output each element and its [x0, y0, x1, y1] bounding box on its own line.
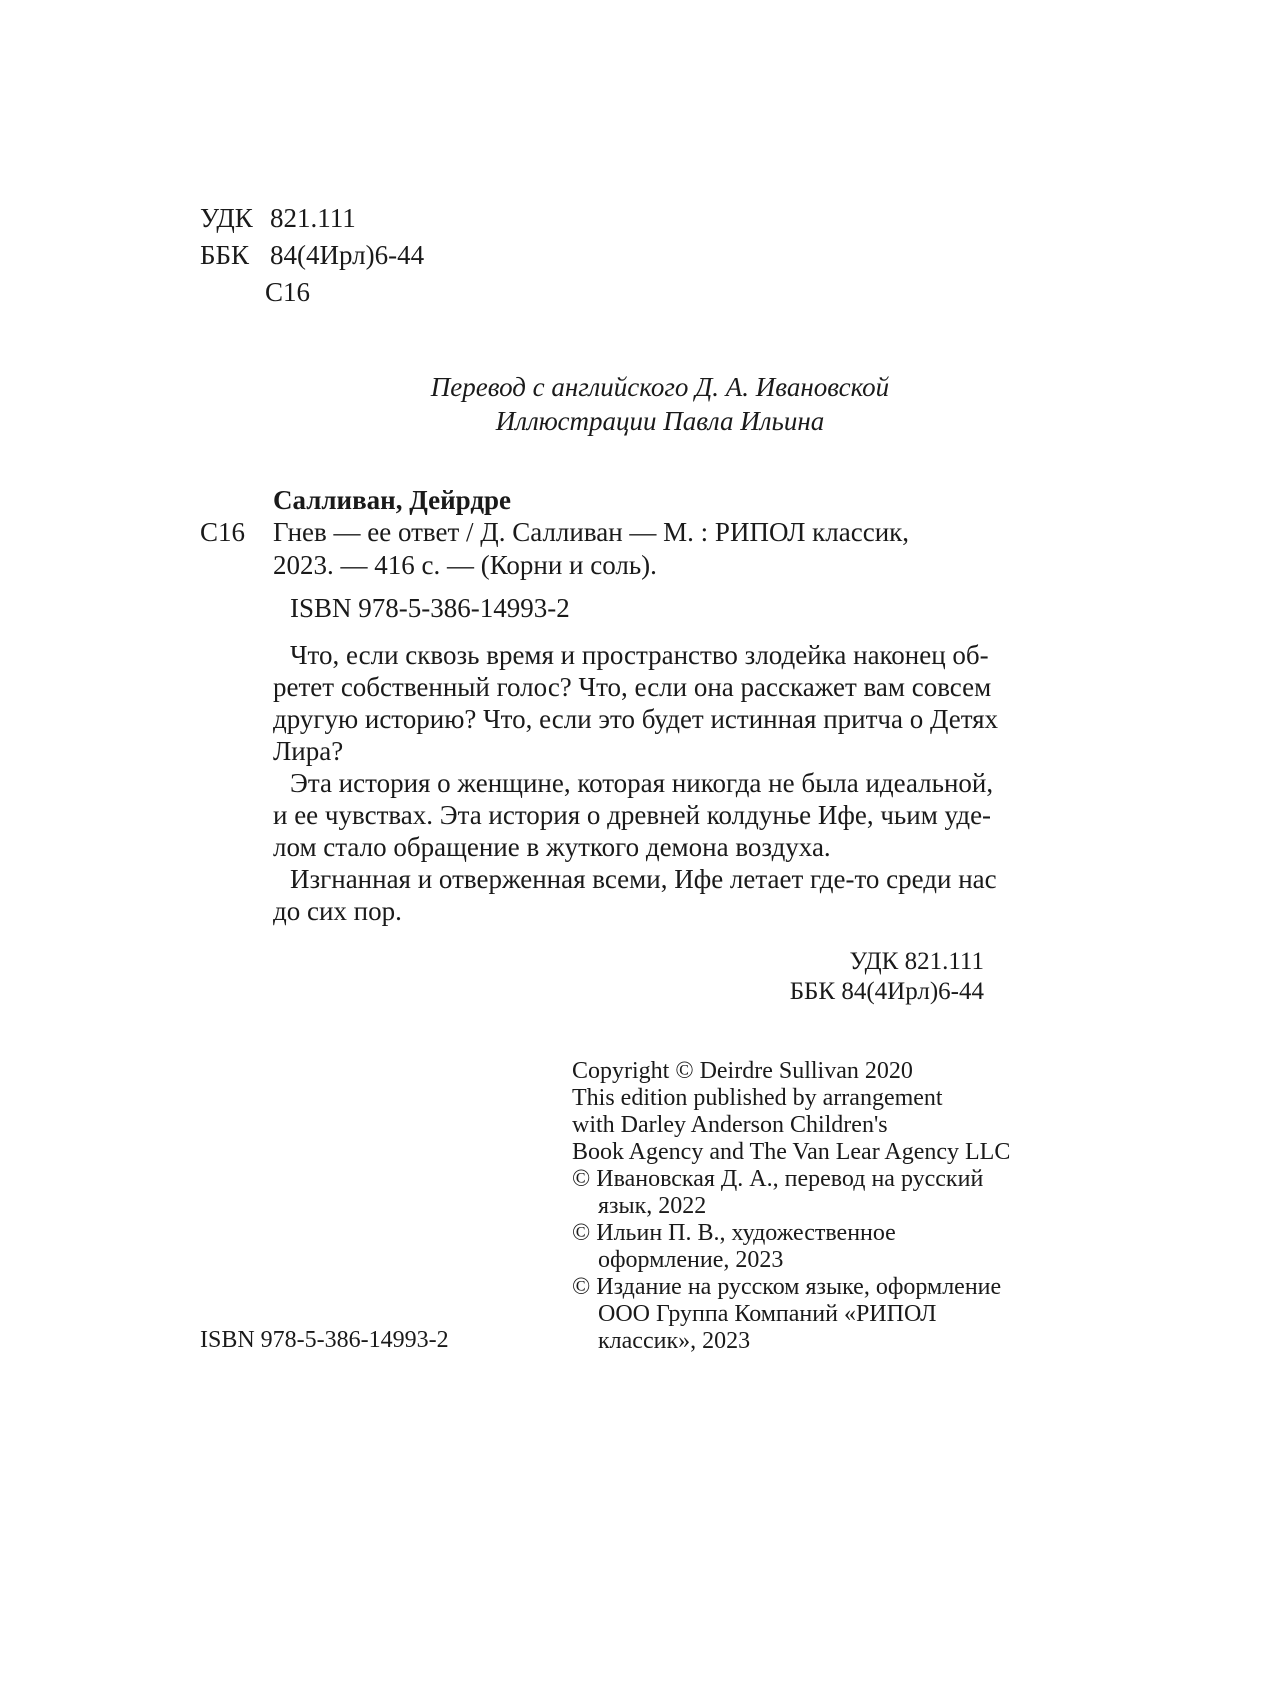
annotation-line: Лира?	[273, 736, 344, 766]
annotation-line: другую историю? Что, если это будет истинная притча о Детях	[273, 704, 999, 734]
annotation-line: Что, если сквозь время и пространство злодейка наконец об-	[290, 640, 989, 670]
isbn-bottom: ISBN 978-5-386-14993-2	[200, 1327, 449, 1353]
isbn-card: ISBN 978-5-386-14993-2	[290, 593, 570, 623]
copyright-line: © Издание на русском языке, оформление	[572, 1274, 1002, 1300]
translation-credit: Перевод с английского Д. А. Ивановской	[430, 372, 890, 402]
bbk-value: 84(4Ирл)6-44	[270, 240, 425, 270]
udk-row	[200, 200, 500, 237]
bbk-bottom: ББК 84(4Ирл)6-44	[789, 978, 984, 1005]
annotation-line: Эта история о женщине, которая никогда не была идеальной,	[290, 768, 994, 798]
copyright-line: Book Agency and The Van Lear Agency LLC	[572, 1139, 1011, 1165]
author-sign-top: С16	[265, 277, 311, 307]
description-line-1: Гнев — ее ответ / Д. Салливан — М. : РИПОЛ классик,	[273, 517, 910, 547]
udk-label: УДК	[200, 203, 253, 233]
annotation-line: Изгнанная и отверженная всеми, Ифе летает где-то среди нас	[290, 864, 997, 894]
copyright-line: © Ивановская Д. А., перевод на русский	[572, 1166, 984, 1192]
copyright-line: © Ильин П. В., художественное	[572, 1220, 896, 1246]
annotation-line: лом стало обращение в жуткого демона воздуха.	[273, 832, 831, 862]
copyright-line: ООО Группа Компаний «РИПОЛ	[598, 1301, 937, 1327]
copyright-line: язык, 2022	[598, 1193, 707, 1219]
udk-bottom: УДК 821.111	[849, 948, 984, 975]
copyright-line: классик», 2023	[598, 1328, 751, 1354]
top-classification-block	[200, 200, 500, 311]
illustrations-credit: Иллюстрации Павла Ильина	[495, 406, 825, 436]
copyright-line: Copyright © Deirdre Sullivan 2020	[572, 1058, 913, 1084]
copyright-line: оформление, 2023	[598, 1247, 784, 1273]
bbk-label: ББК	[200, 240, 250, 270]
author-sign-card: С16	[200, 517, 246, 547]
annotation-line: до сих пор.	[273, 896, 402, 926]
description-line-2: 2023. — 416 с. — (Корни и соль).	[273, 550, 657, 580]
author-sign-row	[200, 274, 500, 311]
bbk-row	[200, 237, 500, 274]
credits-block	[300, 370, 1020, 438]
copyright-block	[572, 1058, 1010, 1355]
author-heading: Салливан, Дейрдре	[273, 485, 511, 515]
annotation-line: ретет собственный голос? Что, если она расскажет вам совсем	[273, 672, 992, 702]
copyright-line: This edition published by arrangement	[572, 1085, 943, 1111]
udk-value: 821.111	[270, 203, 356, 233]
copyright-line: with Darley Anderson Children's	[572, 1112, 888, 1138]
annotation-line: и ее чувствах. Эта история о древней колдунье Ифе, чьим уде-	[273, 800, 992, 830]
